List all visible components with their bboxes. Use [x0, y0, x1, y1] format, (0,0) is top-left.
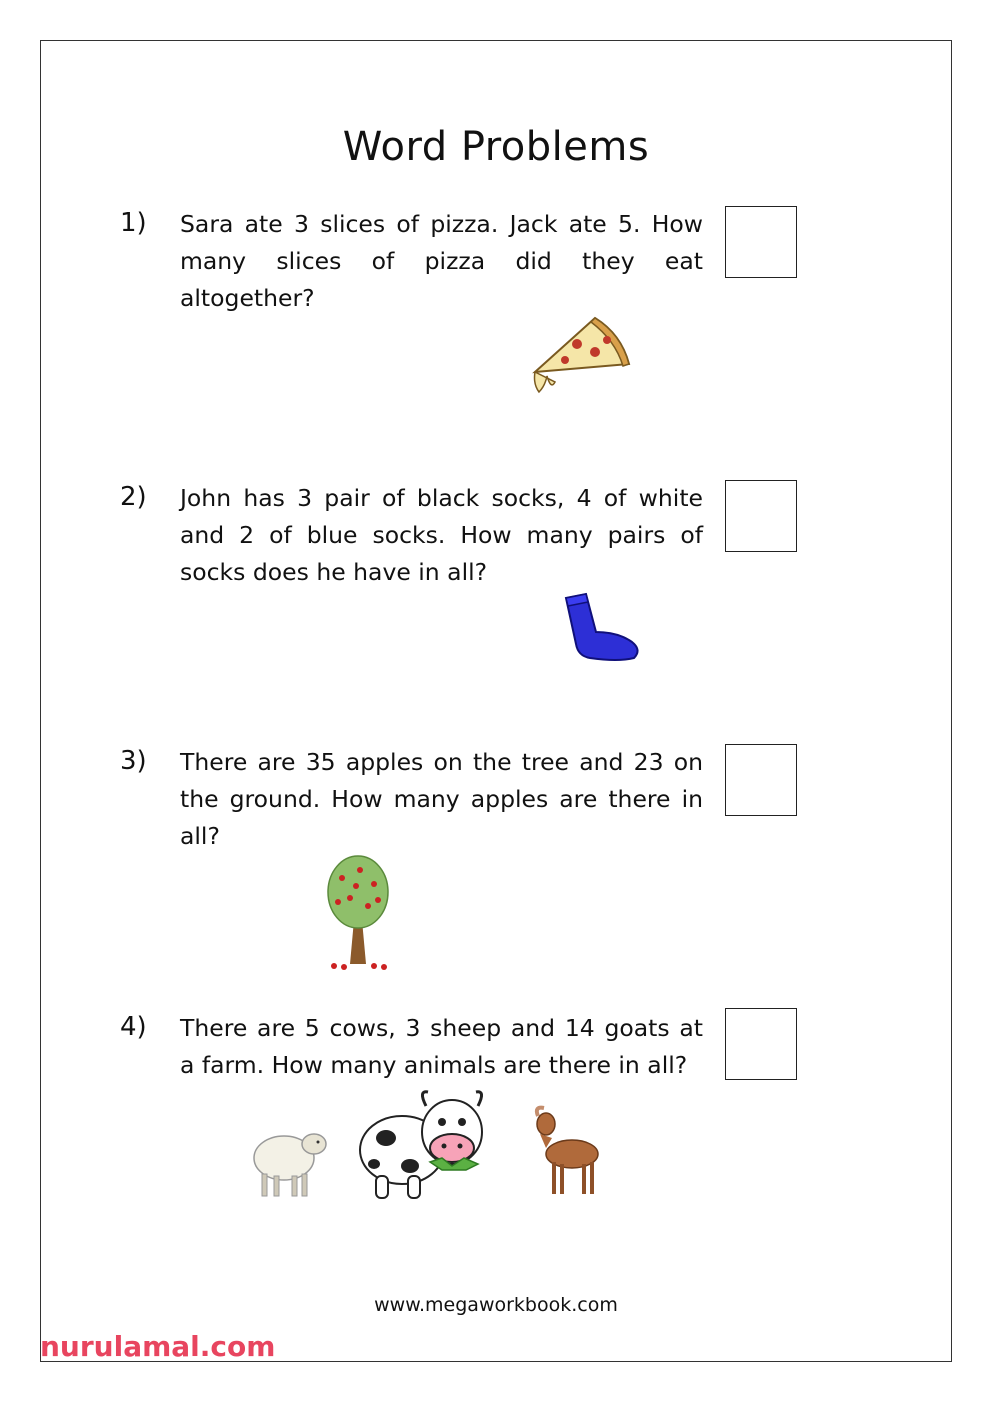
sheep-icon — [248, 1116, 332, 1198]
problem-3-answer-box[interactable] — [725, 744, 797, 816]
sock-icon — [560, 592, 644, 664]
pizza-slice-icon — [525, 312, 633, 398]
problem-4-number: 4) — [120, 1012, 147, 1042]
problem-2-answer-box[interactable] — [725, 480, 797, 552]
page-title: Word Problems — [342, 124, 650, 170]
problem-3-text: There are 35 apples on the tree and 23 on the ground. How many apples are there in all? — [180, 748, 703, 850]
cow-icon — [356, 1086, 506, 1202]
problem-4-text: There are 5 cows, 3 sheep and 14 goats at a farm. How many animals are there in all? — [180, 1014, 703, 1079]
problem-1-number: 1) — [120, 208, 147, 238]
problem-3-number: 3) — [120, 746, 147, 776]
problem-2-number: 2) — [120, 482, 147, 512]
problem-1-answer-box[interactable] — [725, 206, 797, 278]
watermark: nurulamal.com — [40, 1330, 276, 1363]
apple-tree-icon — [320, 850, 398, 970]
problem-4-answer-box[interactable] — [725, 1008, 797, 1080]
footer-url: www.megaworkbook.com — [374, 1294, 618, 1316]
goat-icon — [524, 1102, 608, 1200]
problem-2-text: John has 3 pair of black socks, 4 of white and 2 of blue socks. How many pairs of socks does he have in all? — [180, 484, 703, 586]
problem-1-text: Sara ate 3 slices of pizza. Jack ate 5. How many slices of pizza did they eat altogether? — [180, 210, 703, 312]
